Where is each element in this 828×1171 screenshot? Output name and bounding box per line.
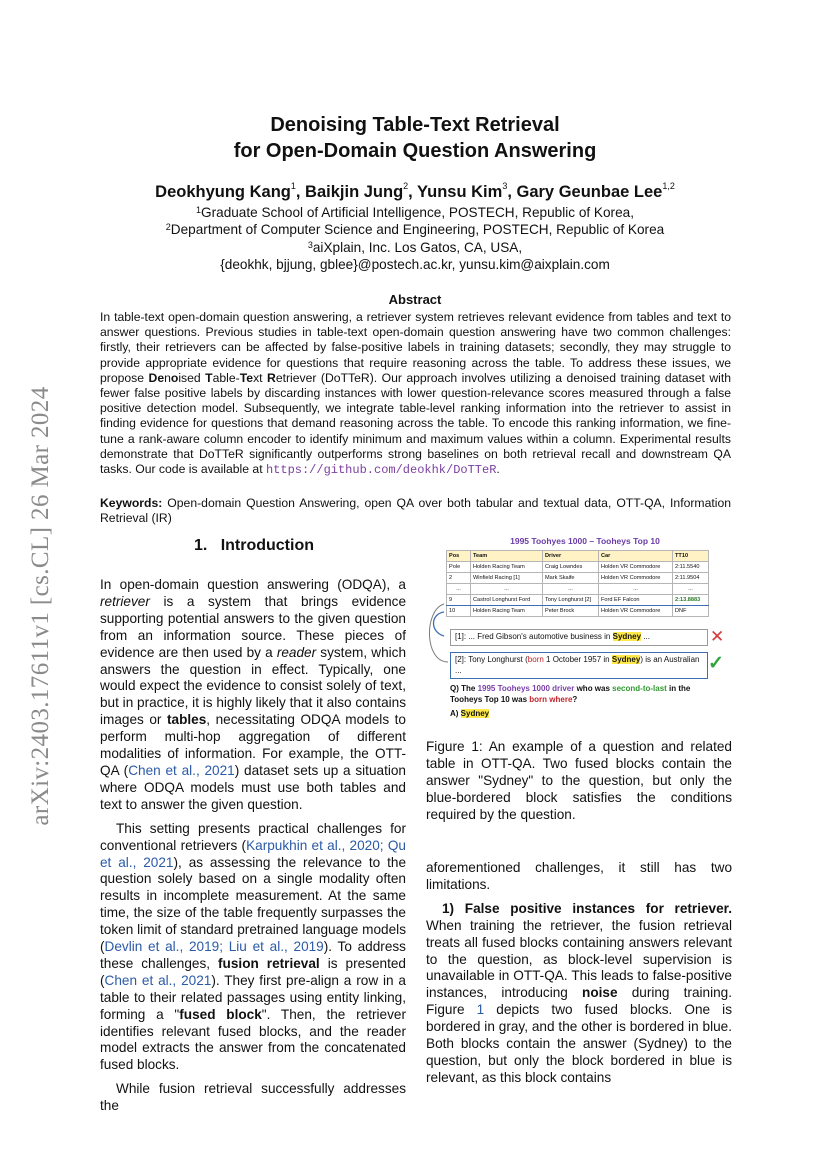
text: is a system that brings evidence supporting potential answers to the given question from an information source. These pieces of evidence are then used by a <box>100 593 406 660</box>
arxiv-sidebar <box>18 362 64 850</box>
table-row <box>447 562 709 573</box>
passage-keyword: born <box>527 655 544 664</box>
passage-text: [1]: ... Fred Gibson's automotive business in <box>455 632 613 641</box>
q-text: ? <box>572 695 578 704</box>
table-cell: Castrol Longhurst Ford <box>471 595 543 606</box>
table-cell: 2:11.9504 <box>673 573 709 584</box>
table-cell: Holden Racing Team <box>471 562 543 573</box>
answer-highlight: Sydney <box>460 709 490 718</box>
passage-text: [2]: Tony Longhurst ( <box>455 655 528 664</box>
affiliation-sup: 1 <box>196 205 202 215</box>
affiliation-line <box>100 239 730 256</box>
author-name: Deokhyung Kang <box>155 183 291 201</box>
column-header: Car <box>599 551 673 562</box>
table-row <box>447 584 709 595</box>
title-line-2: for Open-Domain Question Answering <box>233 140 597 162</box>
title-line-1: Denoising Table-Text Retrieval <box>270 114 560 136</box>
section-title: Introduction <box>220 537 314 554</box>
section-number: 1. <box>194 537 208 554</box>
author-sup: 1 <box>290 181 296 191</box>
acronym-rest: n <box>164 370 171 385</box>
text: This setting presents practical challenges for conventional retrievers ( <box>100 820 406 853</box>
acronym-rest: etriever <box>275 370 317 385</box>
answer-label: A) <box>450 709 461 718</box>
table-header-row <box>447 551 709 562</box>
author-sup: 2 <box>403 181 409 191</box>
author-name: Baikjin Jung <box>305 183 404 201</box>
citation-link[interactable]: Chen et al., 2021 <box>128 762 235 778</box>
term: fusion retrieval <box>218 955 320 971</box>
affiliation-sup: 3 <box>307 239 313 250</box>
table-cell: ... <box>599 584 673 595</box>
right-column <box>426 860 732 1087</box>
passage-text: ) is an Australian ... <box>455 655 700 675</box>
author-emails: {deokhk, bjjung, gblee}@postech.ac.kr, yunsu.kim@aixplain.com <box>220 257 610 273</box>
table-cell: 9 <box>447 595 471 606</box>
q-text: in the Tooheys Top 10 was <box>450 684 691 704</box>
paper-title <box>100 112 730 164</box>
q-text: Q) The <box>450 684 478 693</box>
table-cell: 2 <box>447 573 471 584</box>
acronym-letter: De <box>148 370 165 385</box>
table-cell: Holden Racing Team <box>471 606 543 617</box>
acronym-rest: xt <box>253 370 268 385</box>
figure-table <box>446 550 709 617</box>
citation-link[interactable]: Karpukhin et al., 2020; Qu et al., 2021 <box>100 837 406 870</box>
question-block <box>450 683 720 719</box>
code-url-link[interactable]: https://github.com/deokhk/DoTTeR <box>265 463 497 478</box>
author-list: Deokhyung Kang$^1$, Baikjin Jung$^2$, Yunsu Kim$^3$, Gary Geunbae Lee$^{1,2}$ <box>155 181 675 201</box>
abstract-text: (DoTTeR). Our approach involves utilizing a denoised training dataset with fewer false positive labels by discarding instances with lower question-relevance scores measured through a false positive detection model. Subsequently, we integrate table-level ranking information into the retriever to assist in finding evidence for questions that demand reasoning across the table. To encode this ranking information, we fine-tune a rank-aware column encoder to identify minimum and maximum values within a column. Experimental results demonstrate that DoTTeR significantly outperforms strong baselines on both retrieval recall and downstream QA tasks. Our code is available at <box>100 370 731 477</box>
passage-text: ... <box>641 632 650 641</box>
text: In open-domain question answering (ODQA), a <box>100 577 406 592</box>
affiliation-line <box>100 221 730 238</box>
table-cell: Pole <box>447 562 471 573</box>
term: fused block <box>179 1006 262 1022</box>
column-header: Driver <box>543 551 599 562</box>
table-cell: ... <box>471 584 543 595</box>
affiliation-text: Graduate School of Artificial Intelligence, POSTECH, Republic of Korea, <box>201 205 634 220</box>
abstract-body <box>100 310 731 478</box>
q-target: born where <box>529 695 573 704</box>
paragraph-heading: 1) False positive instances for retriever. <box>442 900 732 916</box>
affiliations <box>100 204 730 274</box>
question-text <box>450 683 720 705</box>
table-row-highlighted <box>447 595 709 606</box>
acronym-letter: R <box>267 370 276 385</box>
acronym-letter: Te <box>239 370 254 385</box>
affiliation-sup: 2 <box>165 222 171 233</box>
q-text: who was <box>574 684 613 693</box>
author-name: Gary Geunbae Lee <box>516 183 663 201</box>
q-entity: 1995 Tooheys 1000 driver <box>477 684 575 693</box>
text: depicts two fused blocks. One is bordered in gray, and the other is bordered in blue. Both blocks contain the answer (Sydney) to the question, but only the block bordered in blue is relevant, as this block contains <box>426 1002 732 1085</box>
table-cell: Craig Lowndes <box>543 562 599 573</box>
affiliation-line <box>100 204 730 221</box>
table-cell: Holden VR Commodore <box>599 573 673 584</box>
text: during training. Figure <box>426 985 733 1018</box>
cross-icon: ✕ <box>710 627 725 646</box>
text: ) dataset sets up a situation where ODQA models must use both tables and text to answer the given question. <box>100 762 406 812</box>
q-condition: second-to-last <box>612 684 667 693</box>
text: ). To address these challenges, <box>100 939 406 971</box>
author-sup: 1,2 <box>662 181 675 191</box>
table-cell: DNF <box>673 606 709 617</box>
author-name: Yunsu Kim <box>417 183 503 201</box>
citation-link[interactable]: Devlin et al., 2019; Liu et al., 2019 <box>104 939 324 955</box>
text: When training the retriever, the fusion retrieval treats all fused blocks containing answers relevant to the question, as block-level supervision is unavailable in OTT-QA. This leads to false-positive instances, introducing <box>426 917 732 1001</box>
text: , necessitating ODQA models to perform multi-hop aggregation of different modalities of information. For example, the OTT-QA ( <box>100 712 406 778</box>
figure-caption: Figure 1: An example of a question and related table in OTT-QA. Two fused blocks contain the answer "Sydney" to the question, but only the blue-bordered block satisfies the conditions required by the question. <box>426 739 732 822</box>
table-cell: ... <box>673 584 709 595</box>
citation-link[interactable]: Chen et al., 2021 <box>104 972 212 988</box>
table-cell: Holden VR Commodore <box>599 562 673 573</box>
acronym-letter: T <box>205 370 213 385</box>
answer-highlight: Sydney <box>612 632 642 641</box>
figure-table-title: 1995 Toohyes 1000 – Tooheys Top 10 <box>510 536 660 546</box>
table-cell: Mark Skaife <box>543 573 599 584</box>
abstract-end: . <box>496 462 500 477</box>
checkmark-icon: ✓ <box>708 653 724 674</box>
passage-text: 1 October 1957 in <box>543 655 612 664</box>
keywords-text: Open-domain Question Answering, open QA over both tabular and textual data, OTT-QA, Information Retrieval (IR) <box>100 496 732 526</box>
paragraph <box>100 821 406 1075</box>
column-header: TT10 <box>673 551 709 562</box>
figure-1 <box>440 532 730 727</box>
keywords <box>100 496 731 527</box>
text: ". Then, the retriever identifies relevant fused blocks, and the reader model extracts the answer from the concatenated fused blocks. <box>100 1006 406 1073</box>
term: retriever <box>100 593 150 609</box>
acronym-rest: ised <box>178 370 206 385</box>
paragraph: aforementioned challenges, it still has two limitations. <box>426 860 732 892</box>
table-cell: 2:13.8883 <box>673 595 709 606</box>
abstract-heading: Abstract <box>388 292 442 307</box>
passage-gray <box>450 629 708 646</box>
left-column <box>100 577 406 1115</box>
acronym-letter: o <box>170 370 179 385</box>
table-cell: Ford EF Falcon <box>599 595 673 606</box>
paragraph: While fusion retrieval successfully addresses the <box>100 1081 406 1114</box>
paragraph <box>100 577 406 814</box>
column-header: Team <box>471 551 543 562</box>
text: ), as assessing the relevance to the question solely based on a single modality often results in incomplete measurement. At the same time, the size of the table frequently surpasses the token limit of standard pretrained language models ( <box>100 854 407 955</box>
keywords-label: Keywords: <box>100 496 163 510</box>
text: ). They first pre-align a row in a table to their related passages using entity linking, forming a " <box>100 972 406 1022</box>
table-cell: 2:11.5540 <box>673 562 709 573</box>
author-sup: 3 <box>502 181 508 191</box>
figure-ref-link[interactable]: 1 <box>476 1002 485 1018</box>
term: reader <box>276 644 317 660</box>
text: is presented ( <box>100 955 406 988</box>
table-cell: ... <box>447 584 471 595</box>
table-cell: Holden VR Commodore <box>599 606 673 617</box>
paragraph <box>426 901 732 1087</box>
table-cell: Winfield Racing [1] <box>471 573 543 584</box>
affiliation-text: Department of Computer Science and Engineering, POSTECH, Republic of Korea <box>170 222 665 238</box>
acronym-rest: able- <box>212 370 240 385</box>
term: noise <box>582 985 618 1001</box>
table-cell: Peter Brock <box>543 606 599 617</box>
answer-highlight: Sydney <box>611 655 641 664</box>
affiliation-text: aiXplain, Inc. Los Gatos, CA, USA, <box>312 239 523 255</box>
term: tables <box>166 712 207 728</box>
arxiv-identifier: arXiv:2403.17611v1 [cs.CL] 26 Mar 2024 <box>27 386 54 826</box>
abstract-text: In table-text open-domain question answering, a retriever system retrieves relevant evidence from tables and text to answer questions. Previous studies in table-text open-domain question answering have two common challenges: firstly, their retrievers can be affected by false-positive labels in training datasets; secondly, they may struggle to provide appropriate evidence for questions that require reasoning across the table. To address these issues, we propose <box>100 310 731 385</box>
text: system, which answers the question in effect. Typically, one would expect the evidence to consist solely of text, but in practice, it is highly likely that it also contains images or <box>100 644 407 728</box>
answer-text <box>450 708 720 719</box>
column-header: Pos <box>447 551 471 562</box>
table-cell: 10 <box>447 606 471 617</box>
table-row <box>447 573 709 584</box>
passage-blue <box>450 652 708 679</box>
section-heading <box>100 537 408 555</box>
table-row <box>447 606 709 617</box>
table-cell: Tony Longhurst [2] <box>543 595 599 606</box>
table-cell: ... <box>543 584 599 595</box>
